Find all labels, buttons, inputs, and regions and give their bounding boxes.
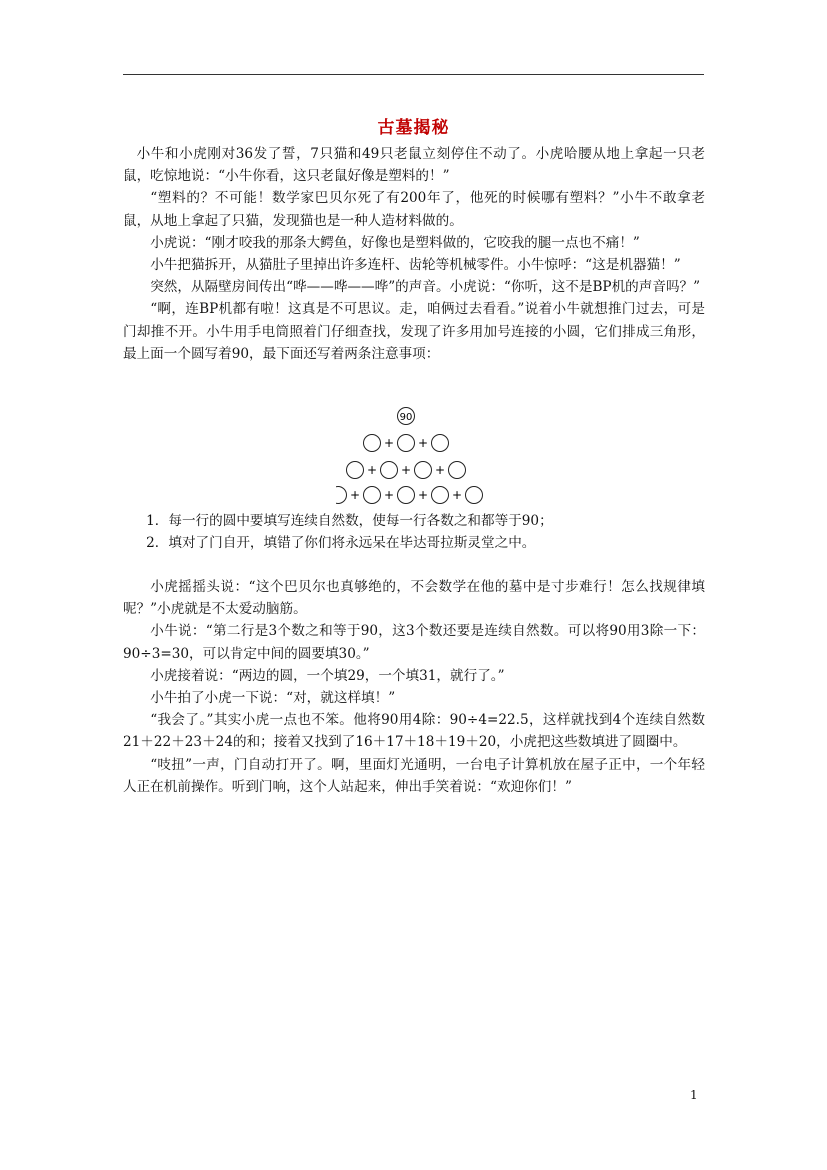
note-item: 2．填对了门自开，填错了你们将永远呆在毕达哥拉斯灵堂之中。 [146,535,536,552]
diagram-circle [347,462,364,479]
top-circle-value: 90 [399,412,413,423]
story-body [123,143,705,365]
diagram-circle [432,487,449,504]
paragraph: “塑料的？不可能！数学家巴贝尔死了有200年了，他死的时候哪有塑料？”小牛不敢拿老鼠，从地上拿起了只猫，发现猫也是一种人造材料做的。 [123,190,705,229]
plus-sign: + [383,488,395,502]
page-number: 1 [690,1088,698,1102]
diagram-circle [336,487,347,504]
note-item: 1．每一行的圆中要填写连续自然数，使每一行各数之和都等于90； [146,513,553,529]
plus-sign: + [417,436,429,450]
plus-sign: + [366,463,378,477]
paragraph: 小虎摇摇头说：“这个巴贝尔也真够绝的，不会数学在他的墓中是寸步难行！怎么找规律填呢？”小虎就是不太爱动脑筋。 [123,579,705,618]
paragraph: 小牛说：“第二行是3个数之和等于90，这3个数还要是连续自然数。可以将90用3除一下：90÷3=30，可以肯定中间的圆要填30。” [123,623,705,662]
diagram-circle [398,487,415,504]
diagram-circle [364,435,381,452]
plus-sign: + [434,463,446,477]
plus-sign: + [451,488,463,502]
plus-sign: + [349,488,361,502]
paragraph: 小牛把猫拆开，从猫肚子里掉出许多连杆、齿轮等机械零件。小牛惊呼：“这是机器猫！” [150,257,681,274]
paragraph: 小虎说：“刚才咬我的那条大鳄鱼，好像也是塑料做的，它咬我的腿一点也不痛！” [150,234,640,251]
paragraph: “啊，连BP机都有啦！这真是不可思议。走，咱俩过去看看。”说着小牛就想推门过去，可是门却推不开。小牛用手电筒照着门仔细查找，发现了许多用加号连接的小圆，它们排成三角形，最上面一个圆写着90，最下面还写着两条注意事项： [123,301,705,362]
paragraph: 小牛和小虎刚对36发了誓，7只猫和49只老鼠立刻停住不动了。小虎哈腰从地上拿起一只老鼠，吃惊地说：“小牛你看，这只老鼠好像是塑料的！” [123,146,705,185]
diagram-circle [449,462,466,479]
story-body-continued [123,576,705,798]
paragraph: 突然，从隔壁房间传出“哗——哗——哗”的声音。小虎说：“你听，这不是BP机的声音吗？” [150,279,701,296]
diagram-circle [381,462,398,479]
diagram-circle [432,435,449,452]
header-rule [123,74,704,75]
circle-triangle-diagram [336,404,506,510]
plus-sign: + [400,463,412,477]
diagram-circle [415,462,432,479]
diagram-circle [466,487,483,504]
diagram-circle [364,487,381,504]
page-title: 古墓揭秘 [377,118,450,138]
diagram-circle [398,435,415,452]
paragraph: “吱扭”一声，门自动打开了。啊，里面灯光通明，一台电子计算机放在屋子正中，一个年轻人正在机前操作。听到门响，这个人站起来，伸出手笑着说：“欢迎你们！” [123,756,705,795]
circle-triangle-svg [336,404,506,510]
paragraph: “我会了。”其实小虎一点也不笨。他将90用4除：90÷4=22.5，这样就找到4个连续自然数21＋22＋23＋24的和；接着又找到了16＋17＋18＋19＋20，小虎把这些数填进了圆圈中。 [123,712,705,751]
paragraph: 小虎接着说：“两边的圆，一个填29，一个填31，就行了。” [150,667,505,684]
plus-sign: + [417,488,429,502]
notes [123,510,705,554]
plus-sign: + [383,436,395,450]
paragraph: 小牛拍了小虎一下说：“对，就这样填！” [150,690,396,707]
